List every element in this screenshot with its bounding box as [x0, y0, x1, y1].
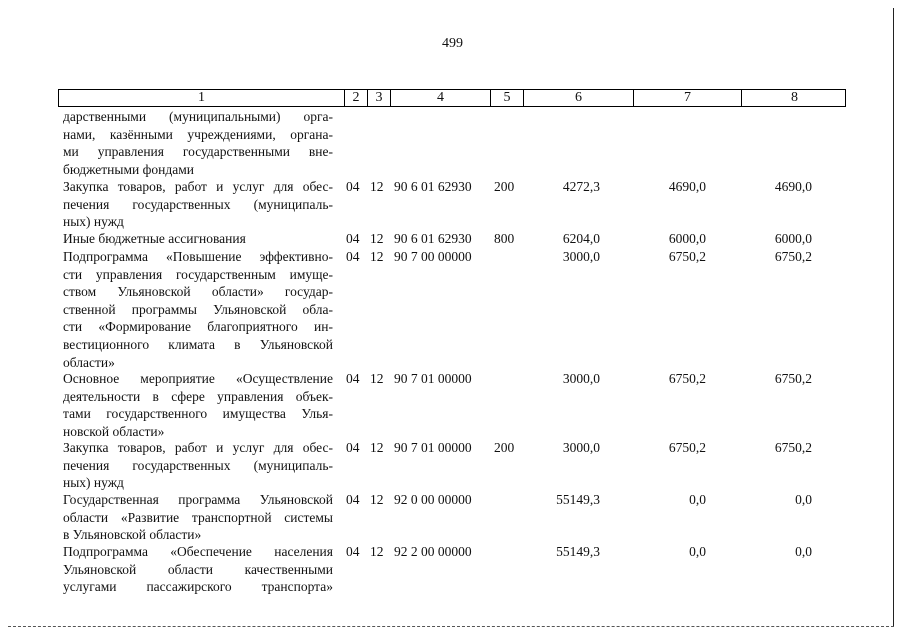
row-name-line: нами, казёнными учреждениями, органа-: [63, 126, 333, 142]
row-name-line: вестиционного климата в Ульяновской: [63, 336, 333, 352]
header-col-3: 3: [367, 90, 390, 106]
cell-csr: 90 7 01 00000: [394, 440, 472, 455]
cell-rz: 04: [346, 249, 360, 264]
header-col-1: 1: [198, 90, 205, 105]
row-name-line: сти управления государственным имуще-: [63, 266, 333, 282]
header-col-8: 8: [741, 90, 847, 106]
row-name: [63, 543, 333, 596]
header-col-4: 4: [390, 90, 490, 106]
row-name-line: ных) нужд: [63, 475, 124, 491]
cell-sum-2: 0,0: [689, 492, 706, 507]
row-name-line: печения государственных (муниципаль-: [63, 196, 333, 212]
cell-csr: 90 7 01 00000: [394, 371, 472, 386]
cell-rz: 04: [346, 440, 360, 455]
cell-rz: 04: [346, 179, 360, 194]
row-name: [63, 491, 333, 544]
cell-rz: 04: [346, 492, 360, 507]
cell-csr: 90 6 01 62930: [394, 179, 472, 194]
cell-vr: 800: [494, 231, 515, 246]
row-name: [63, 108, 333, 178]
cell-sum-3: 0,0: [795, 492, 812, 507]
row-name: [63, 439, 333, 492]
row-name-line: печения государственных (муниципаль-: [63, 457, 333, 473]
cell-rz: 04: [346, 371, 360, 386]
cell-csr: 92 2 00 00000: [394, 544, 472, 559]
row-name-line: ных) нужд: [63, 214, 124, 230]
cell-sum-2: 0,0: [689, 544, 706, 559]
cell-sum-2: 6750,2: [668, 440, 706, 455]
row-name-line: Иные бюджетные ассигнования: [63, 231, 246, 246]
cell-sum-1: 3000,0: [562, 440, 600, 455]
cell-sum-1: 6204,0: [562, 231, 600, 246]
row-name-line: Ульяновской области качественными: [63, 561, 333, 577]
row-name-line: сти «Формирование благоприятного ин-: [63, 319, 333, 335]
row-name-line: деятельности в сфере управления объек-: [63, 388, 333, 404]
page-border-bottom: [8, 626, 894, 627]
cell-rz: 04: [346, 231, 360, 246]
cell-sum-1: 3000,0: [562, 371, 600, 386]
row-name-line: в Ульяновской области»: [63, 527, 202, 543]
cell-vr: 200: [494, 179, 515, 194]
row-name: [63, 230, 333, 248]
cell-sum-1: 55149,3: [556, 492, 600, 507]
cell-pr: 12: [370, 544, 384, 559]
cell-sum-2: 6750,2: [668, 249, 706, 264]
cell-sum-3: 6000,0: [774, 231, 812, 246]
header-col-6: 6: [523, 90, 633, 106]
cell-sum-3: 6750,2: [774, 440, 812, 455]
table-header: [58, 89, 846, 107]
page-number: 499: [442, 36, 463, 51]
row-name-line: Закупка товаров, работ и услуг для обес-: [63, 179, 333, 194]
cell-pr: 12: [370, 440, 384, 455]
cell-sum-1: 3000,0: [562, 249, 600, 264]
cell-pr: 12: [370, 492, 384, 507]
cell-vr: 200: [494, 440, 515, 455]
page-border-right: [893, 8, 894, 626]
row-name-line: Подпрограмма «Повышение эффективно-: [63, 249, 333, 264]
row-name: [63, 248, 333, 371]
cell-csr: 92 0 00 00000: [394, 492, 472, 507]
cell-pr: 12: [370, 231, 384, 246]
row-name: [63, 370, 333, 440]
header-col-7: 7: [633, 90, 741, 106]
row-name-line: Подпрограмма «Обеспечение населения: [63, 544, 333, 559]
cell-sum-3: 0,0: [795, 544, 812, 559]
cell-sum-2: 6000,0: [668, 231, 706, 246]
row-name-line: области»: [63, 354, 115, 370]
cell-sum-2: 6750,2: [668, 371, 706, 386]
cell-pr: 12: [370, 249, 384, 264]
row-name-line: Основное мероприятие «Осуществление: [63, 371, 333, 386]
row-name-line: Государственная программа Ульяновской: [63, 492, 333, 507]
row-name-line: Закупка товаров, работ и услуг для обес-: [63, 440, 333, 455]
cell-sum-3: 6750,2: [774, 371, 812, 386]
row-name-line: дарственными (муниципальными) орга-: [63, 109, 333, 124]
cell-csr: 90 7 00 00000: [394, 249, 472, 264]
cell-sum-3: 4690,0: [774, 179, 812, 194]
row-name-line: ственной программы Ульяновской обла-: [63, 301, 333, 317]
row-name-line: ми управления государственными вне-: [63, 144, 333, 160]
header-col-2: 2: [344, 90, 367, 106]
cell-pr: 12: [370, 371, 384, 386]
cell-pr: 12: [370, 179, 384, 194]
cell-sum-1: 4272,3: [562, 179, 600, 194]
row-name-line: тами государственного имущества Улья-: [63, 406, 333, 422]
cell-sum-2: 4690,0: [668, 179, 706, 194]
row-name-line: области «Развитие транспортной системы: [63, 509, 333, 525]
row-name-line: ством Ульяновской области» государ-: [63, 284, 333, 300]
row-name: [63, 178, 333, 231]
row-name-line: услугами пассажирского транспорта»: [63, 579, 333, 595]
cell-csr: 90 6 01 62930: [394, 231, 472, 246]
row-name-line: бюджетными фондами: [63, 161, 194, 177]
cell-sum-3: 6750,2: [774, 249, 812, 264]
row-name-line: новской области»: [63, 423, 165, 439]
cell-rz: 04: [346, 544, 360, 559]
cell-sum-1: 55149,3: [556, 544, 600, 559]
header-col-5: 5: [490, 90, 523, 106]
